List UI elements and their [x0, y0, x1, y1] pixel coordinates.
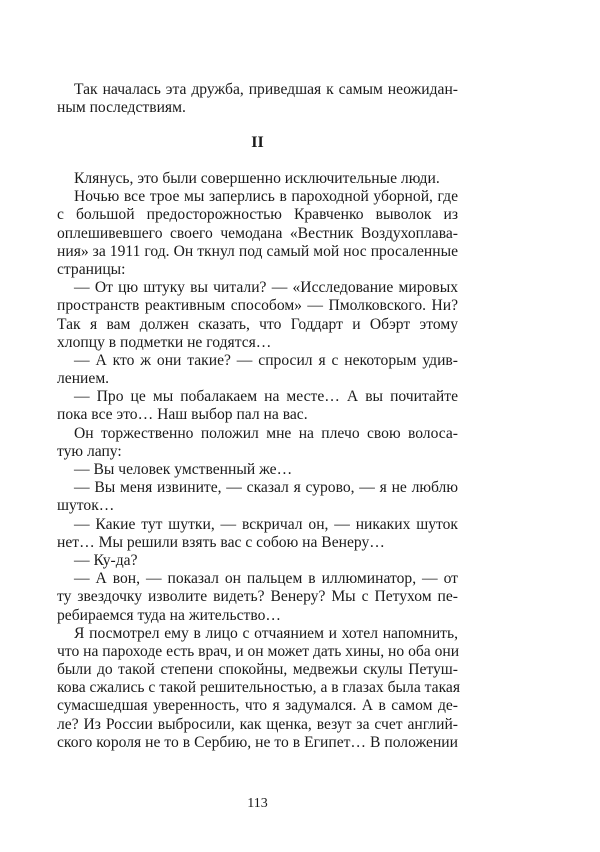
text-line: хлопцу в подметки не годятся… — [57, 333, 272, 351]
chapter-body — [57, 170, 461, 752]
text-line: оплешивевшего своего чемодана «Вестник Воздухоплава- — [57, 224, 458, 242]
text-line: — Какие тут шутки, — вскричал он, — никаких шуток — [74, 515, 458, 533]
text-line: с большой предосторожностью Кравченко выволок из — [57, 206, 458, 224]
text-line: — А кто ж они такие? — спросил я с некоторым удив- — [74, 351, 458, 369]
text-line: Так я вам должен сказать, что Годдарт и Обэрт этому — [57, 315, 458, 333]
text-line: ту звездочку изволите видеть? Венеру? Мы с Петухом пе- — [57, 588, 458, 606]
text-line: ным последствиям. — [57, 99, 186, 117]
text-line: Ночью все трое мы заперлись в пароходной уборной, где — [74, 188, 458, 206]
text-line: ского короля не то в Сербию, не то в Египет… В положении — [57, 733, 458, 751]
text-line: — От цю штуку вы читали? — «Исследование мировых — [74, 279, 458, 297]
text-line: Клянусь, это были совершенно исключительные люди. — [74, 170, 440, 187]
text-line: ния» за 1911 год. Он ткнул под самый мой нос просаленные — [57, 242, 458, 260]
page-number: 113 — [247, 796, 268, 811]
text-line: ребираемся туда на жительство… — [57, 606, 281, 624]
text-line: лением. — [57, 370, 110, 388]
intro-paragraph — [57, 81, 458, 117]
text-line: Так началась эта дружба, приведшая к самым неожидан- — [74, 81, 458, 98]
text-line: Я посмотрел ему в лицо с отчаянием и хотел напомнить, — [74, 624, 458, 642]
text-line: страницы: — [57, 260, 126, 278]
text-line: — А вон, — показал он пальцем в иллюминатор, — от — [74, 570, 458, 588]
chapter-heading: II — [251, 134, 264, 151]
text-line: тую лапу: — [57, 442, 122, 460]
text-line: нет… Мы решили взять вас с собою на Венеру… — [57, 533, 385, 551]
text-line: — Про це мы побалакаем на месте… А вы почитайте — [74, 388, 458, 406]
text-line: — Вы меня извините, — сказал я сурово, — я не люблю — [74, 479, 458, 497]
text-line: что на пароходе есть врач, и он может дать хины, но оба они — [57, 642, 460, 660]
text-line: кова сжались с такой решительностью, а в глазах была такая — [57, 679, 461, 697]
text-line: Он торжественно положил мне на плечо свою волоса- — [74, 424, 458, 442]
text-line: пространств реактивным способом» — Пмолковского. Ни? — [57, 297, 458, 315]
text-line: — Вы человек умственный же… — [74, 461, 293, 478]
text-line: пока все это… Наш выбор пал на вас. — [57, 406, 308, 424]
text-line: шуток… — [57, 497, 115, 515]
text-line: ле? Из России выбросили, как щенка, везут за счет англий- — [57, 715, 458, 733]
text-line: — Ку-да? — [74, 551, 138, 569]
text-line: сумасшедшая уверенность, что я задумался. А в самом де- — [57, 697, 458, 715]
text-line: были до такой степени спокойны, медвежьи скулы Петуш- — [57, 661, 458, 679]
